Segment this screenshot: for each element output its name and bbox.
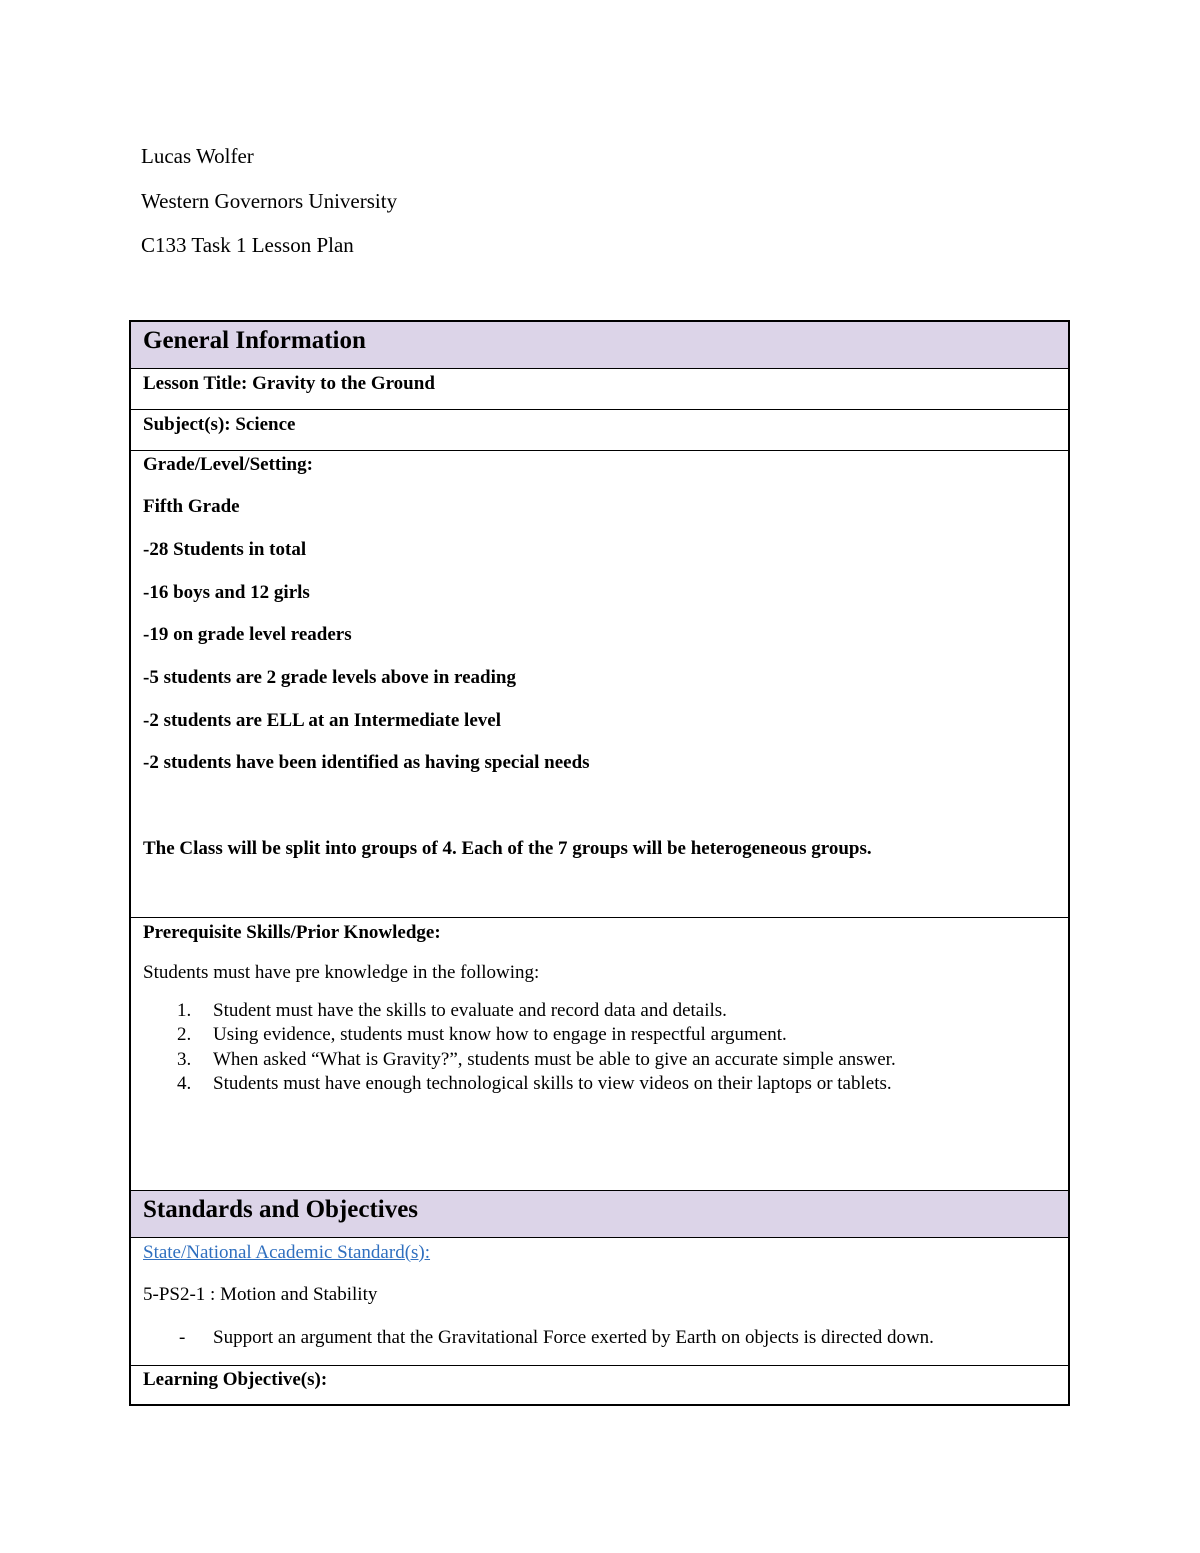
grade-line: Fifth Grade [143, 496, 240, 518]
prereq-list [143, 999, 1056, 1097]
list-item: 2. Using evidence, students must know how to engage in respectful argument. [177, 1024, 787, 1045]
prerequisite-skills-cell [130, 917, 1069, 1190]
author-name: Lucas Wolfer [141, 144, 254, 168]
list-item: - Support an argument that the Gravitational Force exerted by Earth on objects is directed down. [179, 1326, 934, 1348]
grade-label: Grade/Level/Setting: [143, 453, 313, 475]
grade-line: -28 Students in total [143, 538, 307, 560]
grade-line: -5 students are 2 grade levels above in reading [143, 666, 516, 688]
lesson-title-cell: Lesson Title: Gravity to the Ground [130, 368, 1069, 409]
academic-standards-link[interactable]: State/National Academic Standard(s): [143, 1241, 431, 1263]
grouping-statement: The Class will be split into groups of 4. Each of the 7 groups will be heterogeneous groups. [143, 837, 872, 859]
document-header [141, 140, 397, 274]
general-information-heading: General Information [130, 321, 1069, 368]
learning-objectives-label: Learning Objective(s): [143, 1368, 328, 1390]
grade-line: -19 on grade level readers [143, 624, 352, 646]
prereq-intro: Students must have pre knowledge in the following: [143, 961, 540, 983]
list-item: 4. Students must have enough technological skills to view videos on their laptops or tablets. [177, 1073, 892, 1094]
grade-level-setting-cell [130, 450, 1069, 917]
standards-objectives-heading: Standards and Objectives [130, 1190, 1069, 1237]
list-item: 3. When asked “What is Gravity?”, students must be able to give an accurate simple answer. [177, 1048, 896, 1070]
subjects-cell: Subject(s): Science [130, 409, 1069, 450]
grade-line: -16 boys and 12 girls [143, 581, 310, 603]
academic-standards-cell [130, 1237, 1069, 1365]
list-item: 1. Student must have the skills to evaluate and record data and details. [177, 999, 727, 1021]
grade-line: -2 students have been identified as having special needs [143, 752, 590, 774]
standard-code: 5-PS2-1 : Motion and Stability [143, 1283, 378, 1305]
assignment-title: C133 Task 1 Lesson Plan [141, 233, 354, 257]
institution-name: Western Governors University [141, 188, 398, 213]
prereq-label: Prerequisite Skills/Prior Knowledge: [143, 921, 441, 943]
learning-objectives-cell [130, 1365, 1069, 1405]
grade-line: -2 students are ELL at an Intermediate level [143, 709, 501, 731]
lesson-plan-table [129, 320, 1070, 1406]
